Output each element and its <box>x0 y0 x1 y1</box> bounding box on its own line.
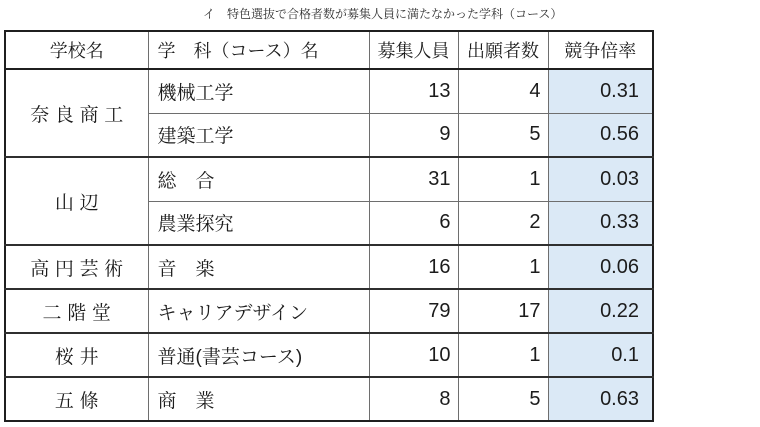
applicants-cell: 17 <box>458 289 548 333</box>
ratio-cell: 0.63 <box>548 377 653 421</box>
header-ratio: 競争倍率 <box>548 31 653 69</box>
ratio-cell: 0.22 <box>548 289 653 333</box>
applicants-cell: 1 <box>458 157 548 201</box>
ratio-cell: 0.06 <box>548 245 653 289</box>
header-school: 学校名 <box>5 31 148 69</box>
results-table <box>4 30 654 422</box>
applicants-cell: 5 <box>458 113 548 157</box>
capacity-cell: 10 <box>369 333 458 377</box>
dept-cell: 音 楽 <box>148 245 369 289</box>
applicants-cell: 5 <box>458 377 548 421</box>
dept-cell: 農業探究 <box>148 201 369 245</box>
ratio-cell: 0.03 <box>548 157 653 201</box>
table-row <box>5 333 653 377</box>
dept-cell: 普通(書芸コース) <box>148 333 369 377</box>
table-row <box>5 69 653 113</box>
dept-cell: 商 業 <box>148 377 369 421</box>
school-name-cell: 高円芸術 <box>5 245 148 289</box>
school-name-cell: 二階堂 <box>5 289 148 333</box>
capacity-cell: 31 <box>369 157 458 201</box>
capacity-cell: 6 <box>369 201 458 245</box>
capacity-cell: 16 <box>369 245 458 289</box>
page-title: イ 特色選抜で合格者数が募集人員に満たなかった学科（コース） <box>203 7 563 21</box>
dept-cell: キャリアデザイン <box>148 289 369 333</box>
capacity-cell: 9 <box>369 113 458 157</box>
applicants-cell: 4 <box>458 69 548 113</box>
dept-cell: 機械工学 <box>148 69 369 113</box>
ratio-cell: 0.56 <box>548 113 653 157</box>
table-row <box>5 377 653 421</box>
school-name-cell: 山辺 <box>5 157 148 245</box>
ratio-cell: 0.33 <box>548 201 653 245</box>
school-name-cell: 五條 <box>5 377 148 421</box>
applicants-cell: 1 <box>458 333 548 377</box>
header-department: 学 科（コース）名 <box>148 31 369 69</box>
header-applicants: 出願者数 <box>458 31 548 69</box>
table-row <box>5 289 653 333</box>
school-name-cell: 桜井 <box>5 333 148 377</box>
table-row <box>5 245 653 289</box>
header-row <box>5 31 653 69</box>
ratio-cell: 0.31 <box>548 69 653 113</box>
table-row <box>5 157 653 201</box>
applicants-cell: 2 <box>458 201 548 245</box>
header-capacity: 募集人員 <box>369 31 458 69</box>
applicants-cell: 1 <box>458 245 548 289</box>
capacity-cell: 13 <box>369 69 458 113</box>
school-name-cell: 奈良商工 <box>5 69 148 157</box>
dept-cell: 建築工学 <box>148 113 369 157</box>
capacity-cell: 79 <box>369 289 458 333</box>
dept-cell: 総 合 <box>148 157 369 201</box>
ratio-cell: 0.1 <box>548 333 653 377</box>
capacity-cell: 8 <box>369 377 458 421</box>
